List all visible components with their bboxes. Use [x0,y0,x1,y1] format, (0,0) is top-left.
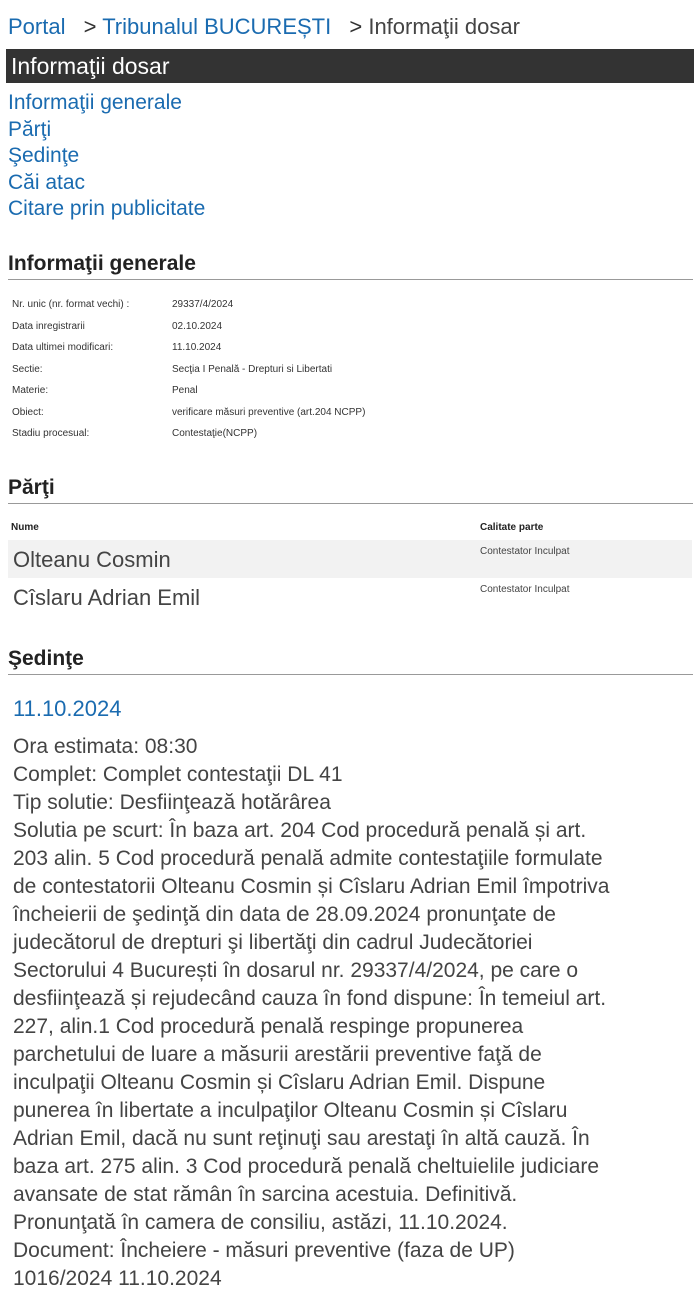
field-value: 11.10.2024 [172,342,222,354]
field-value: 02.10.2024 [172,320,223,332]
page-title: Informaţii dosar [6,49,694,83]
party-calitate: Contestator Inculpat [480,584,570,595]
sedinta-line: Pronunţată în camera de consiliu, astăzi, 11.10.2024. [13,1211,508,1234]
party-name: Cîslaru Adrian Emil [13,585,201,610]
party-name: Olteanu Cosmin [13,547,171,572]
table-row [12,423,692,445]
sedinta-line: avansate de stat rămân în sarcina acestuia. Definitivă. [13,1183,518,1206]
sedinta-line: 203 alin. 5 Cod procedură penală admite contestaţiile formulate [13,847,603,870]
field-label: Materie: [12,385,49,397]
nav-cai-atac[interactable]: Căi atac [8,170,86,194]
sedinta-line: Solutia pe scurt: În baza art. 204 Cod procedură penală și art. [13,819,587,842]
sedinta-line: 1016/2024 11.10.2024 [13,1267,222,1290]
field-value: verificare măsuri preventive (art.204 NCPP) [172,406,366,418]
table-row [8,540,692,578]
sedinta-line: baza art. 275 alin. 3 Cod procedură penală cheltuielile judiciare [13,1155,600,1178]
breadcrumb-tribunal-link[interactable]: Tribunalul BUCUREȘTI [102,14,332,39]
sedinta-line: Document: Încheiere - măsuri preventive (faza de UP) [13,1239,515,1262]
field-label: Data ultimei modificari: [12,342,114,354]
sedinta-line: încheierii de şedinţă din data de 28.09.2024 pronunţate de [13,903,556,926]
field-value: Secţia I Penală - Drepturi si Libertati [172,363,333,375]
table-row [12,316,692,338]
sedinta-line: punerea în libertate a inculpaţilor Olteanu Cosmin și Cîslaru [13,1099,568,1122]
field-label: Nr. unic (nr. format vechi) : [12,299,130,311]
section-nav [8,90,205,223]
field-label: Stadiu procesual: [12,428,90,440]
table-row [12,380,692,402]
nav-parti[interactable]: Părţi [8,117,52,141]
sedinta-details [13,733,693,1293]
table-row [8,578,692,616]
sedinta-line: 227, alin.1 Cod procedură penală respinge propunerea [13,1015,524,1038]
sedinta-line: Adrian Emil, dacă nu sunt reţinuţi sau arestaţi în altă cauză. În [13,1127,590,1150]
table-row [12,402,692,424]
table-row [12,359,692,381]
sedinta-line: de contestatorii Olteanu Cosmin și Cîslaru Adrian Emil împotriva [13,875,610,898]
breadcrumb-portal-link[interactable]: Portal [8,14,66,39]
section-heading-parti: Părţi [8,475,693,504]
nav-citare-prin-publicitate[interactable]: Citare prin publicitate [8,197,206,220]
sedinta-line: Tip solutie: Desfiinţează hotărârea [13,791,331,814]
nav-sedinte[interactable]: Şedinţe [8,144,80,167]
section-heading-sedinte: Şedinţe [8,646,693,675]
sedinta-line: inculpaţii Olteanu Cosmin și Cîslaru Adrian Emil. Dispune [13,1071,546,1094]
sedinta-line: parchetului de luare a măsurii arestării preventive faţă de [13,1043,542,1066]
field-label: Obiect: [12,406,44,418]
party-calitate: Contestator Inculpat [480,546,570,557]
nav-informatii-generale[interactable]: Informaţii generale [8,91,182,114]
field-label: Sectie: [12,363,43,375]
field-value: 29337/4/2024 [172,299,234,311]
section-heading-informatii-generale: Informaţii generale [8,251,693,280]
sedinta-line: Ora estimata: 08:30 [13,735,198,758]
breadcrumb-separator: > [83,14,97,39]
sedinta-date: 11.10.2024 [13,696,122,721]
sedinta-line: desfiinţează și rejudecând cauza în fond dispune: În temeiul art. [13,987,607,1010]
sedinta-line: Sectorului 4 București în dosarul nr. 29337/4/2024, pe care o [13,959,579,982]
column-header-nume: Nume [11,522,39,533]
table-row [12,294,692,316]
field-value: Contestaţie(NCPP) [172,428,258,440]
breadcrumb-separator: > [349,14,363,39]
field-value: Penal [172,385,198,397]
table-row [12,337,692,359]
sedinta-line: judecătorul de drepturi şi libertăţi din cadrul Judecătoriei [13,931,533,954]
breadcrumb [8,14,520,40]
sedinta-line: Complet: Complet contestaţii DL 41 [13,763,343,786]
breadcrumb-current: Informaţii dosar [368,14,520,39]
column-header-calitate: Calitate parte [480,522,544,533]
field-label: Data inregistrarii [12,320,85,332]
parti-table-header [11,522,691,536]
general-info-table [12,294,692,445]
